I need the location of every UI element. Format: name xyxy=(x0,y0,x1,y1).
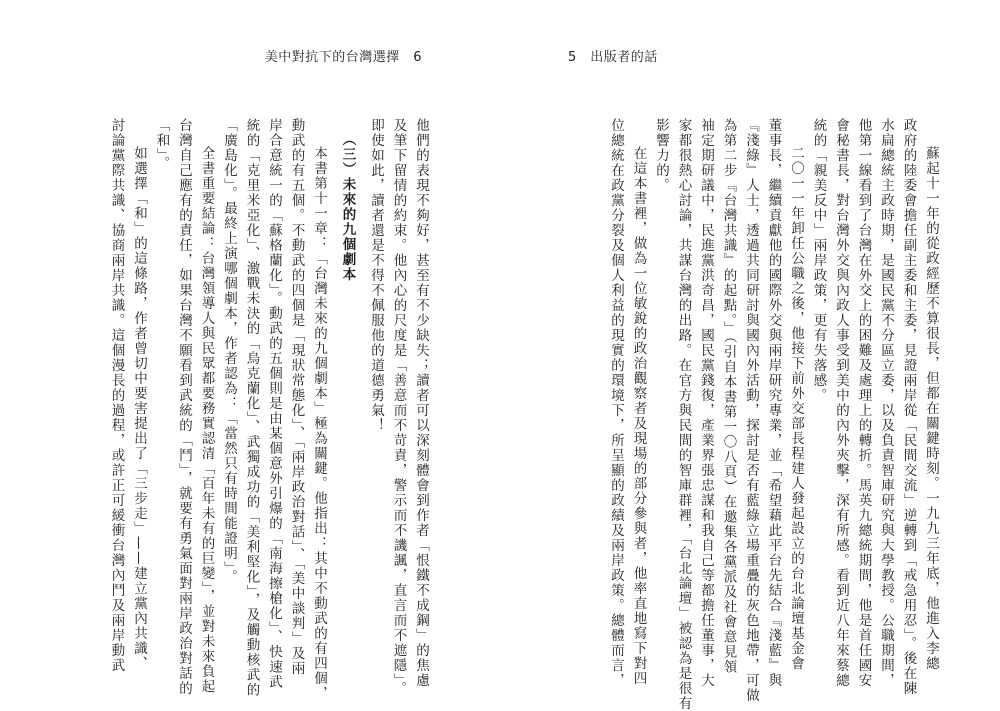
text-line: 他們的表現不夠好，甚至有不少缺失；讀者可以深刻體會到作者「恨鐵不成鋼」的焦慮 xyxy=(413,118,429,688)
text-line: 會秘書長，對台灣外交與內政人事受到美中的內外夾擊，深有所感。看到近八年來蔡總 xyxy=(833,118,849,688)
text-line: 本書第十一章：「台灣未來的九個劇本」極為關鍵。他指出：其中不動武的有四個， xyxy=(311,146,327,701)
left-page-text-column xyxy=(105,118,432,701)
section-heading: （三）未來的九個劇本 xyxy=(339,132,356,282)
text-line: 動武的有五個。不動武的四個是「現狀常態化」、「兩岸政治對話」、「美中談判」及兩 xyxy=(288,118,305,676)
text-line: 「廣島化」。最終上演哪個劇本，作者認為：「當然只有時間能證明」。 xyxy=(221,118,237,585)
text-line: 位總統在政黨分裂及個人利益的現實的環境下，所呈顯的政績及兩岸政策。總體而言， xyxy=(608,118,624,688)
text-line: 袖定期研議中，民進黨洪奇昌，國民黨錢復，產業界張忠謀和我自己等都擔任董事，大 xyxy=(698,118,714,688)
text-line: 及筆下留情的約束。他內心的尺度是「善意而不苛責，警示而不譏諷，直言而不遮隱」。 xyxy=(390,118,407,697)
text-line: 討論黨際共識、協商兩岸共識。這個漫長的過程，或許正可緩衝台灣內鬥及兩岸動武 xyxy=(108,118,125,673)
text-line: 台灣自己應有的責任，如果台灣不願看到武統的「鬥」，就要有勇氣面對兩岸政治對話的 xyxy=(176,118,192,697)
text-line: 統的「克里米亞化」、激戰未決的「烏克蘭化」、武獨成功的「美利堅化」，及觸動核武的 xyxy=(243,118,260,698)
right-running-head: 5 出版者的話 xyxy=(568,50,658,65)
text-line: 水扁總統主政時期，是國民黨不分區立委，以及負責智庫研究與大學教授。公職期間， xyxy=(878,118,894,688)
text-line: 他第一線看到了台灣在外交上的困難及處理上的轉折。馬英九總統期間，他是首任國安 xyxy=(855,118,872,688)
text-line: 全書重要結論：台灣領導人與民眾都要務實認清「百年未有的巨變」，並對未來負起 xyxy=(198,146,215,695)
text-line: 董事長，繼續貢獻他的國際外交與兩岸研究專業，並「希望藉此平台先結合『淺藍』與 xyxy=(765,118,782,688)
text-line: 蘇起十一年的從政經歷不算很長，但都在關鍵時刻。一九九三年底，他進入李總 xyxy=(923,146,939,671)
left-running-head: 美中對抗下的台灣選擇 6 xyxy=(264,50,422,65)
text-line: 即使如此，讀者還是不得不佩服他的道德勇氣！ xyxy=(368,118,384,433)
text-line: 岸合意統一的「蘇格蘭化」。動武的五個則是由某個意外引爆的「南海擦槍化」、快速武 xyxy=(266,118,282,690)
text-line: 政府的陸委會擔任副主委和主委，見證兩岸從「民間交流」逆轉到「戒急用忍」。後在陳 xyxy=(900,118,917,697)
text-line: 「和」。 xyxy=(153,118,170,172)
text-line: 統的「親美反中」兩岸政策，更有失落感。 xyxy=(810,118,827,403)
text-line: 在這本書裡，做為一位敏銳的政治觀察者及現場的部分參與者，他率直地寫下對四 xyxy=(630,146,647,686)
left-page xyxy=(0,0,500,701)
right-page-text-column xyxy=(605,118,943,711)
text-line: 『淺綠』人士，透過共同研討與國內外活動，探討是否有藍綠立場重疊的灰色地帶，可做 xyxy=(743,118,759,703)
text-line: 二〇一一年卸任公職之後，他接下前外交部長程建人發起設立的台北論壇基金會 xyxy=(788,146,804,671)
text-line: 如選擇「和」的這條路，作者曾切中要害提出了「三步走」——建立黨內共識、 xyxy=(131,146,147,671)
text-line: 影響力的。 xyxy=(653,118,669,193)
text-line: 為第二步『台灣共識』的起點。」（引自本書第一〇八頁）在邀集各黨派及社會意見領 xyxy=(720,118,737,675)
right-page xyxy=(500,0,1000,711)
text-line: 家都很熱心討論，共謀台灣的出路。在官方與民間的智庫群裡，「台北論壇」被認為是很有 xyxy=(675,118,692,711)
